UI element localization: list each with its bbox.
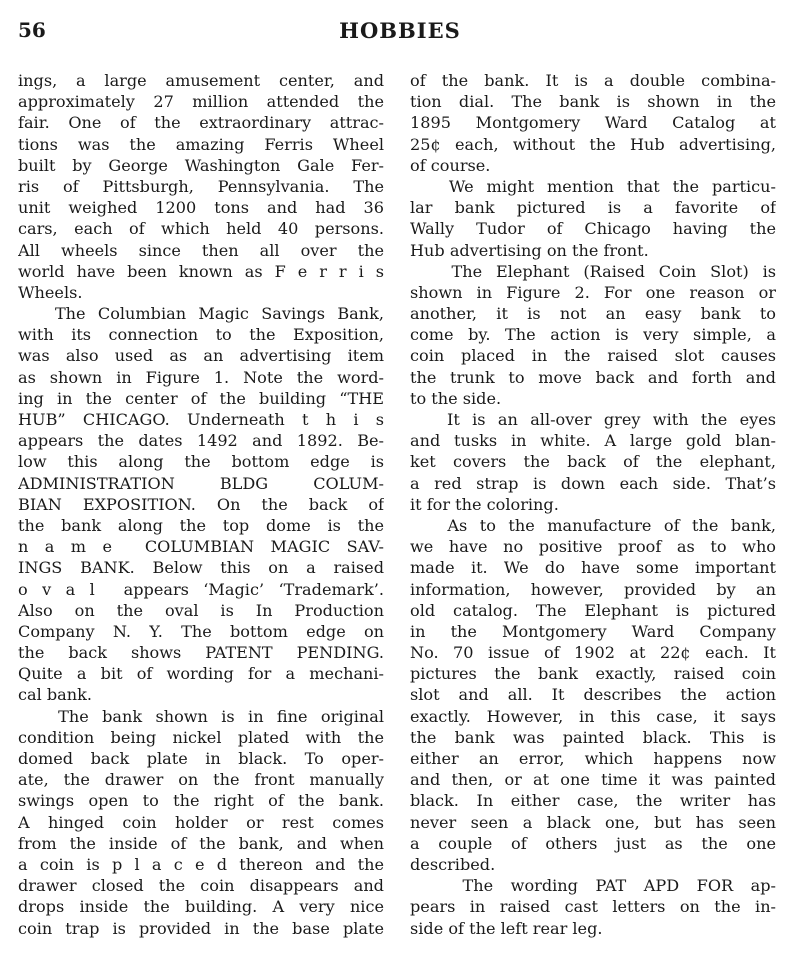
- text-line: information, however, provided by an: [410, 579, 776, 599]
- text-line: The wording PAT APD FOR ap-: [410, 876, 776, 896]
- text-line: No. 70 issue of 1902 at 22¢ each. It: [410, 643, 776, 663]
- text-line: 25¢ each, without the Hub advertising,: [410, 134, 776, 154]
- running-title: HOBBIES: [339, 18, 461, 43]
- left-column: [18, 70, 384, 939]
- text-line: tions was the amazing Ferris Wheel: [18, 134, 384, 154]
- text-line: the trunk to move back and forth and: [410, 367, 776, 387]
- text-line: All wheels since then all over the: [18, 240, 384, 260]
- text-line: never seen a black one, but has seen: [410, 812, 776, 832]
- text-line: lar bank pictured is a favorite of: [410, 198, 776, 218]
- text-line: as shown in Figure 1. Note the word-: [18, 367, 384, 387]
- text-line: of course.: [410, 155, 491, 175]
- text-line: ADMINISTRATION BLDG COLUM-: [18, 473, 384, 493]
- text-line: coin placed in the raised slot causes: [410, 346, 776, 366]
- text-line: Wheels.: [18, 282, 83, 302]
- text-line: it for the coloring.: [410, 494, 559, 514]
- text-line: The Columbian Magic Savings Bank,: [18, 304, 384, 324]
- text-line: exactly. However, in this case, it says: [410, 706, 776, 726]
- text-line: drawer closed the coin disappears and: [18, 876, 384, 896]
- text-line: old catalog. The Elephant is pictured: [410, 600, 776, 620]
- page-header: [0, 8, 800, 48]
- text-line: tion dial. The bank is shown in the: [410, 92, 776, 112]
- text-line: approximately 27 million attended the: [18, 92, 384, 112]
- text-line: We might mention that the particu-: [410, 176, 776, 196]
- text-line: pears in raised cast letters on the in-: [410, 897, 776, 917]
- text-line: n a m e COLUMBIAN MAGIC SAV-: [18, 537, 384, 557]
- text-line: black. In either case, the writer has: [410, 791, 776, 811]
- text-line: The bank shown is in fine original: [18, 706, 384, 726]
- text-line: unit weighed 1200 tons and had 36: [18, 198, 384, 218]
- text-line: HUB” CHICAGO. Underneath t h i s: [18, 410, 384, 429]
- text-line: come by. The action is very simple, a: [410, 325, 776, 345]
- text-line: INGS BANK. Below this on a raised: [18, 558, 384, 578]
- text-line: condition being nickel plated with the: [18, 727, 384, 747]
- text-line: either an error, which happens now: [410, 749, 776, 768]
- text-line: we have no positive proof as to who: [410, 537, 776, 557]
- text-line: cal bank.: [18, 685, 93, 705]
- text-line: The Elephant (Raised Coin Slot) is: [410, 261, 776, 281]
- text-line: Quite a bit of wording for a mechani-: [18, 664, 384, 684]
- text-line: domed back plate in black. To oper-: [18, 749, 384, 768]
- text-line: slot and all. It describes the action: [410, 685, 776, 705]
- page-number: 56: [18, 18, 46, 42]
- text-line: to the side.: [410, 388, 502, 408]
- text-line: a red strap is down each side. That’s: [410, 473, 776, 493]
- text-line: As to the manufacture of the bank,: [410, 515, 776, 535]
- text-line: Hub advertising on the front.: [410, 240, 649, 260]
- text-line: A hinged coin holder or rest comes: [18, 812, 384, 832]
- text-line: of the bank. It is a double combina-: [410, 71, 776, 90]
- text-line: ris of Pittsburgh, Pennsylvania. The: [18, 176, 384, 196]
- text-line: It is an all-over grey with the eyes: [410, 410, 776, 429]
- text-line: and tusks in white. A large gold blan-: [410, 431, 776, 451]
- text-line: cars, each of which held 40 persons.: [18, 219, 384, 239]
- text-line: from the inside of the bank, and when: [18, 833, 384, 853]
- text-line: Wally Tudor of Chicago having the: [410, 219, 776, 239]
- text-line: world have been known as F e r r i s: [18, 261, 384, 281]
- text-line: a coin is p l a c e d thereon and the: [18, 854, 384, 874]
- text-line: another, it is not an easy bank to: [410, 304, 776, 324]
- text-line: 1895 Montgomery Ward Catalog at: [410, 113, 776, 133]
- text-line: ket covers the back of the elephant,: [410, 452, 776, 472]
- text-line: the bank was painted black. This is: [410, 727, 776, 747]
- text-line: fair. One of the extraordinary attrac-: [18, 113, 384, 133]
- text-line: the bank along the top dome is the: [18, 515, 384, 535]
- text-line: side of the left rear leg.: [410, 918, 603, 938]
- text-line: coin trap is provided in the base plate: [18, 918, 384, 938]
- text-line: described.: [410, 854, 496, 874]
- text-line: Also on the oval is In Production: [18, 600, 384, 620]
- right-column: [410, 70, 776, 939]
- text-line: and then, or at one time it was painted: [410, 770, 776, 790]
- text-line: made it. We do have some important: [410, 558, 776, 578]
- text-line: Company N. Y. The bottom edge on: [18, 621, 384, 641]
- text-line: o v a l appears ‘Magic’ ‘Trademark’.: [18, 579, 384, 599]
- text-line: ings, a large amusement center, and: [18, 71, 384, 90]
- text-line: the back shows PATENT PENDING.: [18, 643, 384, 663]
- text-line: a couple of others just as the one: [410, 833, 776, 853]
- text-line: low this along the bottom edge is: [18, 452, 384, 472]
- text-line: ate, the drawer on the front manually: [18, 770, 384, 790]
- text-line: swings open to the right of the bank.: [18, 791, 384, 811]
- text-line: pictures the bank exactly, raised coin: [410, 664, 776, 684]
- text-line: ing in the center of the building “THE: [18, 388, 384, 408]
- text-line: BIAN EXPOSITION. On the back of: [18, 494, 384, 514]
- text-line: drops inside the building. A very nice: [18, 897, 384, 917]
- text-line: appears the dates 1492 and 1892. Be-: [18, 431, 384, 451]
- text-line: built by George Washington Gale Fer-: [18, 155, 384, 175]
- text-line: was also used as an advertising item: [18, 346, 384, 366]
- text-line: in the Montgomery Ward Company: [410, 621, 776, 641]
- text-line: shown in Figure 2. For one reason or: [410, 282, 776, 302]
- text-line: with its connection to the Exposition,: [18, 325, 384, 345]
